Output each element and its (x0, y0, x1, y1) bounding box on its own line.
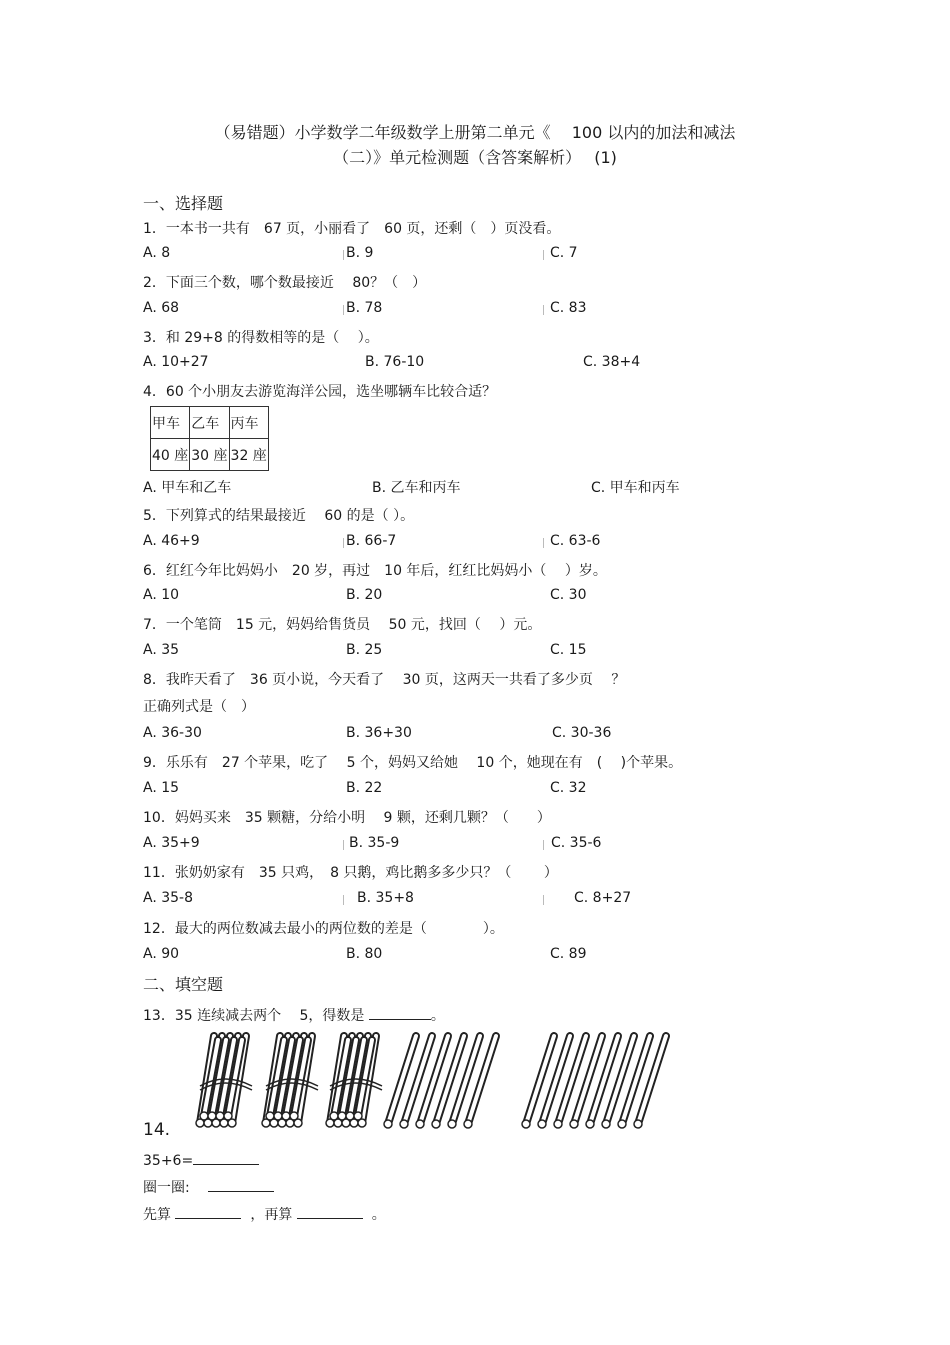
q12-option-a: A. 90 (143, 946, 180, 962)
column-divider (543, 840, 544, 850)
doc-title-line1: （易错题）小学数学二年级数学上册第二单元《 100 以内的加法和减法 (214, 123, 736, 142)
question-13 (143, 1005, 445, 1025)
q4-option-c: C. 甲车和丙车 (591, 480, 680, 496)
column-divider (343, 538, 344, 548)
question-11: 11．张奶奶家有 35 只鸡， 8 只鹅，鸡比鹅多多少只？（ ） (143, 865, 558, 881)
column-divider (343, 250, 344, 260)
answer-blank[interactable] (297, 1204, 363, 1219)
q9-option-c: C. 32 (550, 780, 587, 796)
q7-option-c: C. 15 (550, 642, 587, 658)
q4-option-b: B. 乙车和丙车 (372, 480, 461, 496)
q1-option-b: B. 9 (346, 245, 374, 261)
q11-option-b: B. 35+8 (357, 890, 414, 906)
q6-option-c: C. 30 (550, 587, 587, 603)
q14-circle-label: 圈一圈: (143, 1180, 190, 1196)
column-divider (343, 895, 344, 905)
question-3: 3．和 29+8 的得数相等的是（ ）。 (143, 330, 379, 346)
column-divider (543, 305, 544, 315)
answer-blank[interactable] (175, 1204, 241, 1219)
question-7: 7．一个笔筒 15 元，妈妈给售货员 50 元，找回（ ）元。 (143, 617, 542, 633)
q3-option-a: A. 10+27 (143, 354, 209, 370)
column-divider (343, 305, 344, 315)
q7-option-a: A. 35 (143, 642, 180, 658)
q2-option-c: C. 83 (550, 300, 587, 316)
answer-blank[interactable] (193, 1150, 259, 1165)
table-header-cell: 丙车 (229, 407, 268, 439)
q8-option-b: B. 36+30 (346, 725, 412, 741)
question-8-prompt: 正确列式是（ ） (143, 699, 255, 715)
question-12: 12．最大的两位数减去最小的两位数的差是（ ）。 (143, 921, 504, 937)
question-1: 1．一本书一共有 67 页，小丽看了 60 页，还剩（ ）页没看。 (143, 221, 561, 237)
q8-option-a: A. 36-30 (143, 725, 202, 741)
q8-option-c: C. 30-36 (552, 725, 612, 741)
stick-bundles-illustration (180, 1028, 673, 1132)
q6-option-a: A. 10 (143, 587, 180, 603)
question-14-number: 14. (143, 1120, 171, 1140)
q9-option-a: A. 15 (143, 780, 180, 796)
q5-option-b: B. 66-7 (346, 533, 397, 549)
table-cell: 40 座 (151, 439, 190, 471)
table-cell: 30 座 (190, 439, 229, 471)
answer-blank[interactable] (369, 1005, 431, 1020)
q14-line-3 (143, 1204, 386, 1224)
question-8: 8．我昨天看了 36 页小说，今天看了 30 页，这两天一共看了多少页 ？ (143, 672, 626, 688)
table-row (151, 439, 269, 471)
q1-option-c: C. 7 (550, 245, 578, 261)
column-divider (343, 840, 344, 850)
answer-blank[interactable] (208, 1177, 274, 1192)
table-cell: 32 座 (229, 439, 268, 471)
q3-option-c: C. 38+4 (583, 354, 641, 370)
q10-option-a: A. 35+9 (143, 835, 200, 851)
q3-option-b: B. 76-10 (365, 354, 425, 370)
q11-option-c: C. 8+27 (574, 890, 632, 906)
doc-title-line2: （二）》单元检测题（含答案解析） (1) (333, 148, 617, 167)
q14-first-label: 先算 (143, 1207, 171, 1223)
q6-option-b: B. 20 (346, 587, 383, 603)
question-13-end: 。 (430, 1008, 445, 1024)
q11-option-a: A. 35-8 (143, 890, 194, 906)
table-row (151, 407, 269, 439)
table-header-cell: 乙车 (190, 407, 229, 439)
q14-then-label: ，再算 (250, 1207, 293, 1223)
section-heading-choice: 一、选择题 (143, 194, 224, 213)
q12-option-c: C. 89 (550, 946, 587, 962)
q1-option-a: A. 8 (143, 245, 171, 261)
q2-option-b: B. 78 (346, 300, 383, 316)
q4-option-a: A. 甲车和乙车 (143, 480, 232, 496)
question-10: 10．妈妈买来 35 颗糖，分给小明 9 颗，还剩几颗？（ ） (143, 810, 551, 826)
question-13-text: 13．35 连续减去两个 5，得数是 (143, 1008, 369, 1024)
question-2: 2．下面三个数，哪个数最接近 80？（ ） (143, 275, 427, 291)
bus-seat-table (150, 406, 269, 471)
question-4: 4．60 个小朋友去游览海洋公园，选坐哪辆车比较合适？ (143, 384, 497, 400)
q14-end: 。 (371, 1207, 386, 1223)
q7-option-b: B. 25 (346, 642, 383, 658)
q9-option-b: B. 22 (346, 780, 383, 796)
section-heading-fill-in: 二、填空题 (143, 975, 224, 994)
sticks-picture (180, 1028, 673, 1132)
column-divider (543, 250, 544, 260)
table-header-cell: 甲车 (151, 407, 190, 439)
q2-option-a: A. 68 (143, 300, 180, 316)
question-5: 5．下列算式的结果最接近 60 的是（ ）。 (143, 508, 415, 524)
column-divider (543, 895, 544, 905)
q5-option-c: C. 63-6 (550, 533, 601, 549)
question-6: 6．红红今年比妈妈小 20 岁，再过 10 年后，红红比妈妈小（ ）岁。 (143, 563, 607, 579)
q10-option-c: C. 35-6 (551, 835, 602, 851)
q14-equation: 35+6= (143, 1153, 194, 1169)
q12-option-b: B. 80 (346, 946, 383, 962)
q10-option-b: B. 35-9 (349, 835, 400, 851)
q14-line-2 (143, 1177, 274, 1197)
question-9: 9．乐乐有 27 个苹果，吃了 5 个，妈妈又给她 10 个，她现在有 ( )个苹果。 (143, 755, 683, 771)
q5-option-a: A. 46+9 (143, 533, 200, 549)
column-divider (543, 538, 544, 548)
q14-line-1 (143, 1150, 259, 1169)
